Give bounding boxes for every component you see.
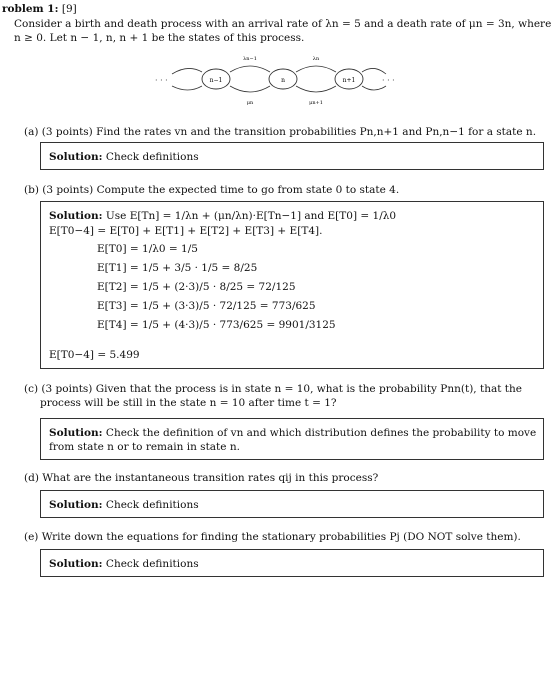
part-c-solution-line1: Check the definition of vn and which distribution defines the probability to move <box>105 427 537 439</box>
part-b-eq-t4: E[T4] = 1/5 + (4·3)/5 · 773/625 = 9901/3125 <box>97 319 336 331</box>
part-b-eq-t1: E[T1] = 1/5 + 3/5 · 1/5 = 8/25 <box>97 262 258 274</box>
part-b-eq-t0: E[T0] = 1/λ0 = 1/5 <box>97 243 198 255</box>
part-c-question-line2: process will be still in the state n = 10 after time t = 1? <box>40 397 337 409</box>
part-a-solution-label: Solution: <box>49 151 103 163</box>
part-b-eq-t3: E[T3] = 1/5 + (3·3)/5 · 72/125 = 773/625 <box>97 300 316 312</box>
part-b-solution-box <box>40 201 544 369</box>
state-label-n-plus-1: n+1 <box>342 77 356 84</box>
state-transition-diagram <box>150 52 410 106</box>
part-e-question: (e) Write down the equations for finding the stationary probabilities Pj (DO NOT solve them). <box>24 531 521 543</box>
right-dots: · · · <box>382 76 395 85</box>
part-d-solution-label: Solution: <box>49 499 103 511</box>
part-b-solution-line2: E[T0−4] = E[T0] + E[T1] + E[T2] + E[T3] + E[T4]. <box>49 225 323 237</box>
part-d-solution-text: Check definitions <box>105 499 199 511</box>
arrival-label-n: λn <box>312 56 320 62</box>
part-c-solution-label: Solution: <box>49 427 103 439</box>
problem-intro-line2: n ≥ 0. Let n − 1, n, n + 1 be the states of this process. <box>14 32 305 44</box>
part-b-result: E[T0−4] = 5.499 <box>49 349 140 361</box>
part-d-question: (d) What are the instantaneous transition rates qij in this process? <box>24 472 379 484</box>
part-b-question: (b) (3 points) Compute the expected time to go from state 0 to state 4. <box>24 184 400 196</box>
part-b-eq-t2: E[T2] = 1/5 + (2·3)/5 · 8/25 = 72/125 <box>97 281 296 293</box>
death-label-n-plus-1: μn+1 <box>309 100 323 106</box>
problem-heading: roblem 1: <box>2 3 59 15</box>
death-label-n: μn <box>246 100 254 106</box>
part-c-solution-line2: from state n or to remain in state n. <box>49 441 240 453</box>
problem-intro-line1: Consider a birth and death process with an arrival rate of λn = 5 and a death rate of μn = 3n, where <box>14 18 552 30</box>
arrival-label-n-minus-1: λn−1 <box>243 56 257 62</box>
left-dots: · · · <box>155 76 168 85</box>
problem-points: [9] <box>61 3 77 15</box>
part-b-solution-line1: Use E[Tn] = 1/λn + (μn/λn)·E[Tn−1] and E[T0] = 1/λ0 <box>105 210 397 222</box>
part-a-question: (a) (3 points) Find the rates vn and the transition probabilities Pn,n+1 and Pn,n−1 for a state n. <box>24 126 537 138</box>
part-c-solution-box <box>40 418 544 460</box>
part-c-question: (c) (3 points) Given that the process is in state n = 10, what is the probability Pnn(t), that the <box>24 383 522 395</box>
part-d-solution-box <box>40 490 544 518</box>
problem-header <box>2 2 77 16</box>
part-a-solution-text: Check definitions <box>105 151 199 163</box>
state-label-n: n <box>281 77 285 84</box>
state-label-n-minus-1: n−1 <box>209 77 223 84</box>
part-e-solution-box <box>40 549 544 577</box>
part-e-solution-text: Check definitions <box>105 558 199 570</box>
part-b-solution-label: Solution: <box>49 210 103 222</box>
part-e-solution-label: Solution: <box>49 558 103 570</box>
part-a-solution-box <box>40 142 544 170</box>
